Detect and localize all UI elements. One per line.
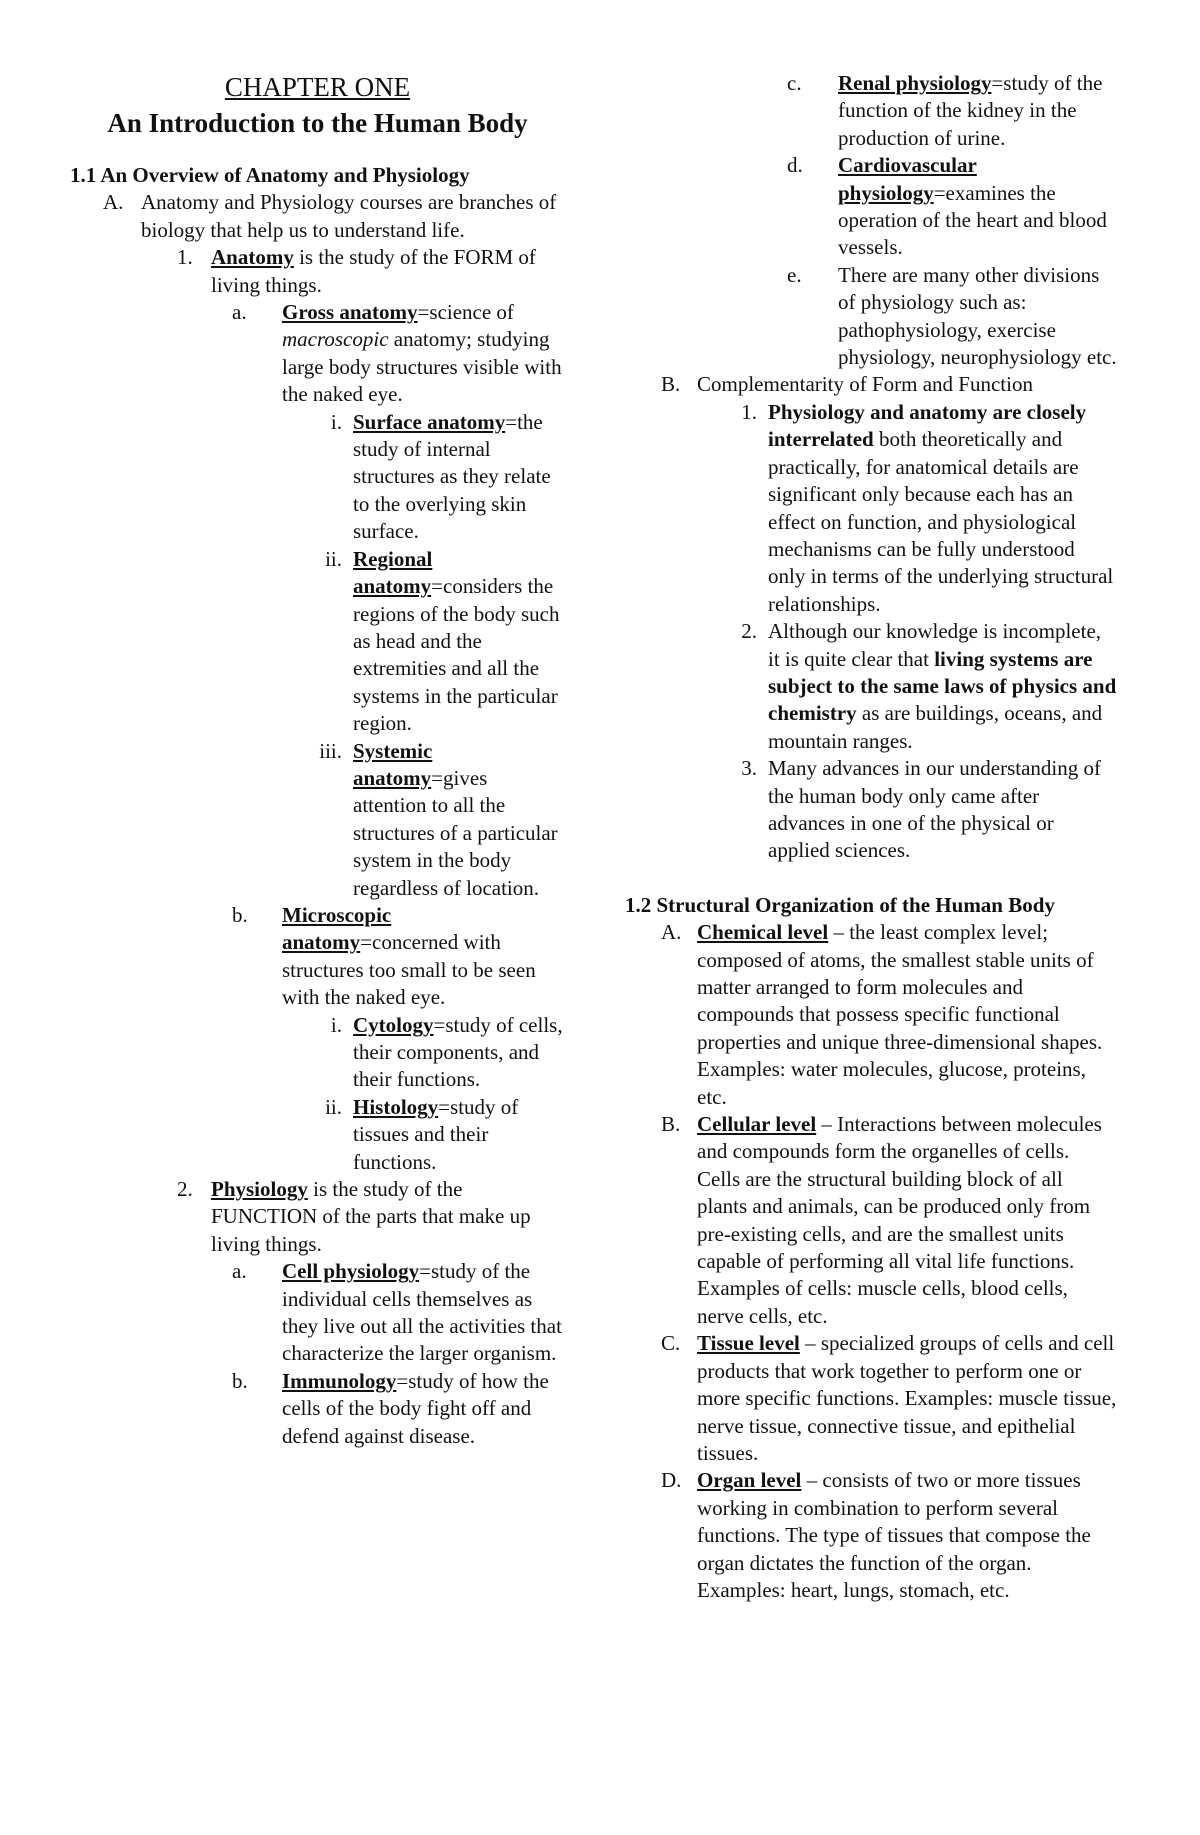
outline-item-organ-level (625, 1467, 1117, 1604)
outline-item-renal-physiology (625, 70, 1117, 152)
outline-text: =science of (417, 300, 514, 325)
emphasis-text: macroscopic (282, 327, 389, 352)
outline-text: anatomy; studying large body structures visible with the naked eye. (282, 327, 562, 407)
section-heading-1-2: 1.2 Structural Organization of the Human Body (625, 892, 1055, 917)
term-anatomy: Anatomy (211, 245, 294, 270)
term-immunology: Immunology (282, 1368, 397, 1393)
term-histology: Histology (353, 1094, 439, 1119)
outline-text: =study of the function of the kidney in the production of urine. (838, 71, 1103, 150)
term-renal-physiology: Renal physiology (838, 71, 992, 95)
outline-text: Complementarity of Form and Function (697, 372, 1033, 397)
term-tissue-level: Tissue level (697, 1331, 800, 1356)
outline-text: =study of the individual cells themselves as they live out all the activities that characterize the larger organism. (282, 1259, 562, 1366)
outline-text: There are many other divisions of physiology such as: pathophysiology, exercise physiology, neurophysiology etc. (838, 262, 1117, 370)
outline-item-immunology (70, 1368, 565, 1450)
outline-marker: C. (661, 1331, 681, 1356)
outline-item-cell-physiology (70, 1258, 565, 1368)
outline-text: =the study of internal structures as they relate to the overlying skin surface. (353, 409, 551, 544)
outline-text: Although our knowledge is incomplete, it is quite clear that (768, 619, 1102, 671)
outline-item-gross-anatomy (70, 299, 565, 409)
outline-item-regional-anatomy (70, 546, 565, 738)
outline-marker: ii. (325, 546, 342, 571)
outline-marker: 1. (177, 245, 193, 270)
section-heading-1-1: 1.1 An Overview of Anatomy and Physiology (70, 163, 470, 187)
term-surface-anatomy: Surface anatomy (353, 409, 506, 434)
outline-item-cellular-level (625, 1111, 1117, 1330)
outline-marker: c. (787, 71, 802, 95)
outline-item-microscopic-anatomy (70, 902, 565, 1012)
chapter-title: An Introduction to the Human Body (107, 108, 528, 138)
outline-text: – Interactions between molecules and compounds form the organelles of cells. Cells are the structural building block of all plants and animals, can be produced only from pre-existing cells, and are the smallest units capable of performing all vital life functions. Examples of cells: muscle cells, blood cells, nerve cells, etc. (697, 1112, 1102, 1328)
term-cellular-level: Cellular level (697, 1112, 817, 1137)
outline-marker: 2. (741, 619, 757, 644)
outline-marker: i. (330, 1012, 342, 1037)
left-column (70, 70, 565, 1450)
outline-text: both theoretically and practically, for anatomical details are significant only because each has an effect on function, and physiological mechanisms can be fully understood only in terms of the underlying structural relationships. (768, 427, 1114, 616)
outline-text: Anatomy and Physiology courses are branches of biology that help us to understand life. (141, 190, 557, 242)
term-cell-physiology: Cell physiology (282, 1259, 420, 1284)
term-systemic-anatomy: Systemic anatomy (353, 738, 433, 790)
outline-item-laws-of-physics (625, 618, 1117, 755)
term-gross-anatomy: Gross anatomy (282, 300, 418, 325)
outline-marker: B. (661, 372, 681, 397)
outline-text: =concerned with structures too small to be seen with the naked eye. (282, 930, 536, 1010)
outline-text: Many advances in our understanding of the human body only came after advances in one of the physical or applied sciences. (768, 756, 1101, 863)
outline-item-systemic-anatomy (70, 738, 565, 902)
term-cytology: Cytology (353, 1012, 434, 1037)
outline-text: =considers the regions of the body such as head and the extremities and all the systems in the particular region. (353, 574, 560, 736)
right-column (625, 70, 1117, 1604)
outline-item-anatomy (70, 244, 565, 299)
outline-marker: 3. (741, 756, 757, 781)
outline-item-tissue-level (625, 1330, 1117, 1467)
outline-text: is the study of the FORM of living things. (211, 245, 536, 297)
outline-marker: b. (232, 1368, 248, 1393)
outline-item-other-divisions (625, 262, 1117, 372)
outline-text: =study of how the cells of the body fight off and defend against disease. (282, 1368, 549, 1448)
term-regional-anatomy: Regional anatomy (353, 546, 433, 599)
term-organ-level: Organ level (697, 1468, 802, 1493)
term-chemical-level: Chemical level (697, 920, 829, 945)
outline-item-chemical-level (625, 919, 1117, 1111)
outline-item-cardiovascular-physiology (625, 152, 1117, 262)
outline-item-physiology (70, 1176, 565, 1258)
outline-marker: i. (330, 409, 342, 434)
outline-item-interrelated (625, 399, 1117, 618)
outline-item-histology (70, 1094, 565, 1176)
bold-text: Physiology and anatomy are closely interrelated (768, 399, 1087, 452)
outline-marker: e. (787, 262, 802, 287)
outline-marker: 2. (177, 1177, 193, 1202)
outline-marker: A. (103, 190, 124, 215)
outline-text: – specialized groups of cells and cell products that work together to perform one or more specific functions. Examples: muscle tissue, nerve tissue, connective tissue, and epithelial tissues. (697, 1331, 1117, 1465)
outline-text: =gives attention to all the structures of a particular system in the body regardless of location. (353, 765, 558, 900)
outline-text: =study of cells, their components, and their functions. (353, 1012, 563, 1092)
outline-marker: d. (787, 153, 803, 178)
outline-marker: 1. (741, 399, 757, 424)
outline-marker: iii. (319, 738, 342, 763)
outline-text: as are buildings, oceans, and mountain ranges. (768, 701, 1103, 753)
outline-text: – the least complex level; composed of atoms, the smallest stable units of matter arranged to form molecules and compounds that possess specific functional properties and unique three-dimensional shapes. Examples: water molecules, glucose, proteins, etc. (697, 920, 1103, 1109)
term-physiology: Physiology (211, 1177, 308, 1202)
outline-marker: ii. (325, 1094, 342, 1119)
outline-text: – consists of two or more tissues working in combination to perform several functions. The type of tissues that compose the organ dictates the function of the organ. Examples: heart, lungs, stomach, etc. (697, 1468, 1091, 1602)
outline-marker: a. (232, 300, 247, 325)
outline-marker: D. (661, 1468, 682, 1493)
outline-marker: B. (661, 1112, 681, 1137)
outline-item-a (70, 189, 565, 244)
outline-marker: b. (232, 902, 248, 927)
outline-item-cytology (70, 1012, 565, 1094)
chapter-label: CHAPTER ONE (224, 72, 411, 102)
outline-marker: A. (661, 920, 682, 945)
outline-text: =study of tissues and their functions. (353, 1094, 519, 1174)
term-cardiovascular-physiology: Cardiovascular physiology (838, 153, 977, 205)
term-microscopic-anatomy: Microscopic anatomy (282, 902, 392, 955)
outline-item-advances (625, 755, 1117, 865)
outline-text: is the study of the FUNCTION of the parts that make up living things. (211, 1177, 531, 1256)
outline-item-surface-anatomy (70, 409, 565, 546)
outline-text: =examines the operation of the heart and blood vessels. (838, 180, 1107, 260)
bold-text: living systems are subject to the same laws of physics and chemistry (768, 646, 1117, 726)
outline-marker: a. (232, 1259, 247, 1284)
outline-item-b-complementarity (625, 371, 1117, 398)
